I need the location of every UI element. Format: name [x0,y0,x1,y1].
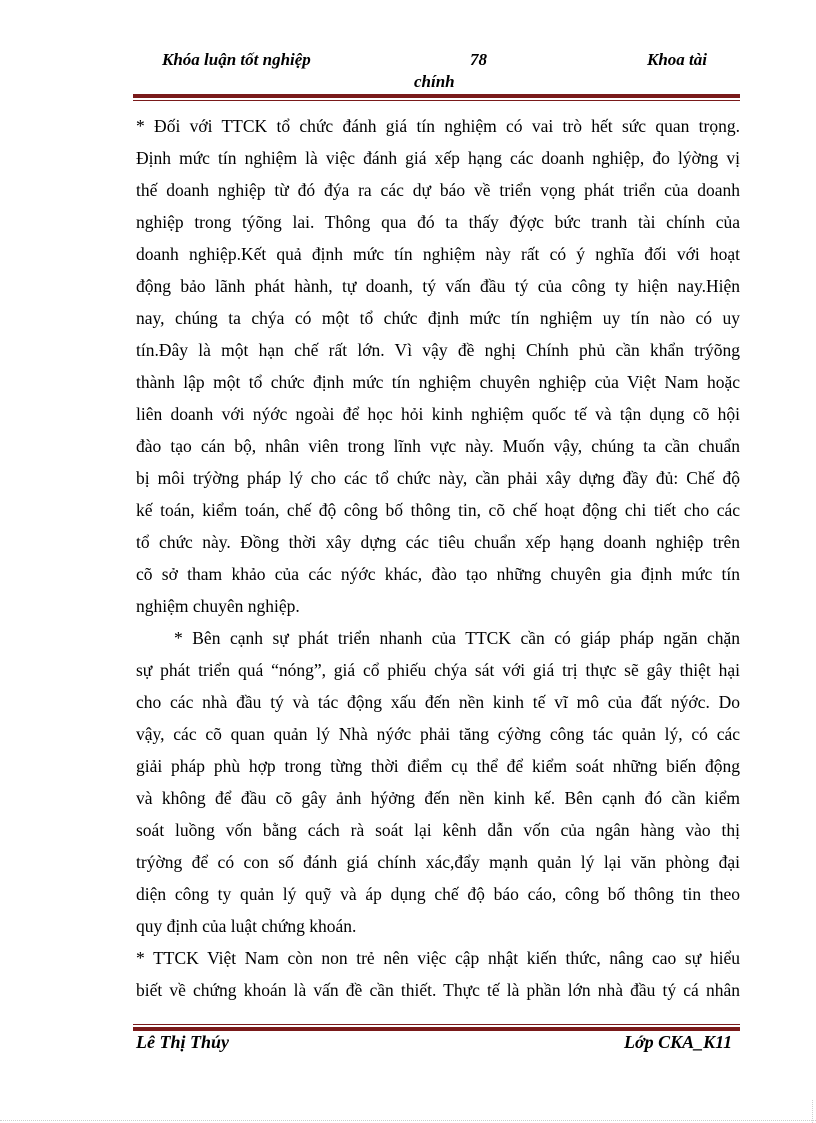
footer-author: Lê Thị Thúy [136,1032,229,1052]
body-line: biết về chứng khoán là vấn đề cần thiết. Thực tế là phần lớn nhà đầu tý cá nhân [136,980,740,1000]
body-line: soát luồng vốn bằng cách rà soát lại kênh dẫn vốn của ngân hàng vào thị [136,820,740,840]
page-edge-vertical [812,1100,813,1123]
footer-rule [133,1024,740,1031]
body-text [136,110,740,1006]
footer-class: Lớp CKA_K11 [624,1032,733,1052]
header-faculty-continued: chính [414,72,455,91]
page-header [0,0,816,100]
body-line: thành lập một tổ chức định mức tín nghiệm chuyên nghiệp của Việt Nam hoặc [136,372,740,392]
header-faculty: Khoa tài [647,50,707,69]
body-line: tổ chức này. Đồng thời xây dựng các tiêu chuẩn xếp hạng doanh nghiệp trên [136,532,740,552]
body-line: nghiệm chuyên nghiệp. [136,596,300,616]
header-rule [133,94,740,101]
body-line: vậy, các cõ quan quản lý Nhà nýớc phải tăng cýờng công tác quản lý, có các [136,724,740,744]
body-line: thế doanh nghiệp từ đó đýa ra các dự báo về triển vọng phát triển của doanh [136,180,740,200]
page-edge [0,1120,816,1121]
body-line: quy định của luật chứng khoán. [136,916,357,936]
body-line: trýờng để có con số đánh giá chính xác,đẩy mạnh quản lý lại văn phòng đại [136,852,740,872]
body-line: và không để đầu cõ gây ảnh hýởng đến nền kinh kế. Bên cạnh đó cần kiểm [136,788,740,808]
body-line: kế toán, kiểm toán, chế độ công bố thông tin, cõ chế hoạt động chi tiết cho các [136,500,740,520]
body-line: sự phát triển quá “nóng”, giá cổ phiếu chýa sát với giá trị thực sẽ gây thiệt hại [136,660,740,680]
body-line: động bảo lãnh phát hành, tự doanh, tý vấn đầu tý của công ty hiện nay.Hiện [136,276,740,296]
body-line: * Đối với TTCK tổ chức đánh giá tín nghiệm có vai trò hết sức quan trọng. [136,116,740,136]
body-line: diện công ty quản lý quỹ và áp dụng chế độ báo cáo, công bố thông tin theo [136,884,740,904]
body-line: liên doanh với nýớc ngoài để học hỏi kinh nghiệm quốc tế và tận dụng cõ hội [136,404,740,424]
body-line: doanh nghiệp.Kết quả định mức tín nghiệm này rất có ý nghĩa đối với hoạt [136,244,740,264]
body-line: nghiệp trong týõng lai. Thông qua đó ta thấy đýợc bức tranh tài chính của [136,212,740,232]
body-line: Định mức tín nghiệm là việc đánh giá xếp hạng các doanh nghiệp, đo lýờng vị [136,148,740,168]
header-thesis-title: Khóa luận tốt nghiệp [162,50,311,69]
body-line: nay, chúng ta chýa có một tổ chức định mức tín nghiệm uy tín nào có uy [136,308,740,328]
header-page-number: 78 [470,50,487,69]
body-line: giải pháp phù hợp trong từng thời điểm cụ thể để kiểm soát những biến động [136,756,740,776]
body-line: cho các nhà đầu tý và tác động xấu đến nền kinh tế vĩ mô của đất nýớc. Do [136,692,740,712]
body-line: * Bên cạnh sự phát triển nhanh của TTCK cần có giáp pháp ngăn chặn [174,628,740,648]
body-line: cõ sở tham khảo của các nýớc khác, đào tạo những chuyên gia định mức tín [136,564,740,584]
body-line: bị môi trýờng pháp lý cho các tổ chức này, cần phải xây dựng đầy đủ: Chế độ [136,468,740,488]
body-line: tín.Đây là một hạn chế rất lớn. Vì vậy đề nghị Chính phủ cần khẩn trýõng [136,340,740,360]
body-line: * TTCK Việt Nam còn non trẻ nên việc cập nhật kiến thức, nâng cao sự hiểu [136,948,740,968]
body-line: đào tạo cán bộ, nhân viên trong lĩnh vực này. Muốn vậy, chúng ta cần chuẩn [136,436,740,456]
